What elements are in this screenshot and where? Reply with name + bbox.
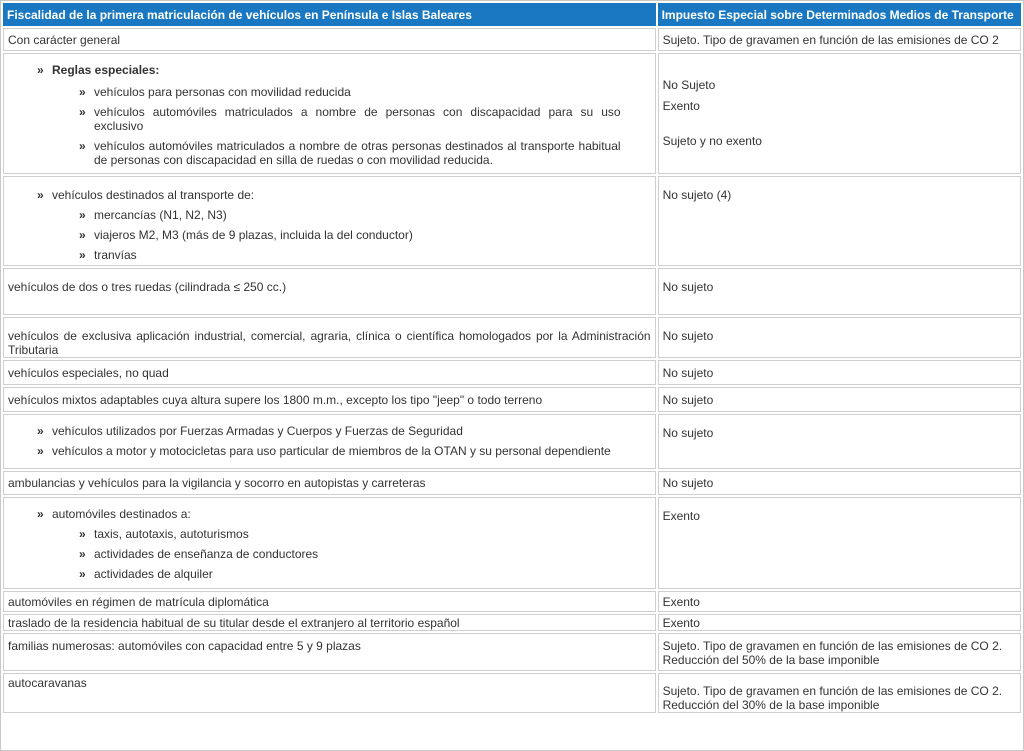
table-row <box>3 673 1021 713</box>
table-row <box>3 176 1021 266</box>
value-no-sujeto: No Sujeto <box>662 78 716 92</box>
list-item-text: vehículos automóviles matriculados a nombre de personas con discapacidad para su uso exclusivo <box>94 105 621 133</box>
row-label: vehículos especiales, no quad <box>3 360 656 385</box>
row-value <box>658 53 1021 174</box>
bullet-icon: » <box>79 105 86 119</box>
list-item <box>8 424 651 438</box>
row-value: Sujeto. Tipo de gravamen en función de las emisiones de CO 2 <box>658 28 1021 51</box>
list-item <box>8 139 651 167</box>
row-label: automóviles en régimen de matrícula diplomática <box>3 591 656 612</box>
row-value <box>658 268 1021 315</box>
list-item <box>8 105 651 133</box>
row-value: No sujeto <box>658 387 1021 412</box>
list-item-text: vehículos utilizados por Fuerzas Armadas y Cuerpos y Fuerzas de Seguridad <box>52 424 463 438</box>
table-row <box>3 317 1021 358</box>
list-item <box>8 188 651 202</box>
bullet-icon: » <box>79 208 86 222</box>
table-row <box>3 614 1021 631</box>
header-row <box>3 3 1021 26</box>
row-label <box>3 633 656 671</box>
header-col1: Fiscalidad de la primera matriculación de vehículos en Península e Islas Baleares <box>3 3 656 26</box>
row-value <box>658 176 1021 266</box>
list-item-text: vehículos para personas con movilidad reducida <box>94 85 351 99</box>
list-item-text: actividades de enseñanza de conductores <box>94 547 319 561</box>
list-item <box>8 63 651 77</box>
row-label <box>3 53 656 174</box>
tax-table <box>1 1 1023 715</box>
bullet-icon: » <box>37 444 44 458</box>
table-row <box>3 268 1021 315</box>
row-label: Con carácter general <box>3 28 656 51</box>
value-exento: Exento <box>662 99 700 113</box>
row-value <box>658 673 1021 713</box>
list-item <box>8 567 651 581</box>
row-value: No sujeto <box>658 360 1021 385</box>
row-value: Exento <box>658 591 1021 612</box>
row-label: vehículos mixtos adaptables cuya altura supere los 1800 m.m., excepto los tipo "jeep" o todo terreno <box>3 387 656 412</box>
row-label <box>3 673 656 713</box>
table-row <box>3 497 1021 589</box>
row-label: ambulancias y vehículos para la vigilancia y socorro en autopistas y carreteras <box>3 471 656 495</box>
row-label <box>3 497 656 589</box>
row-label <box>3 317 656 358</box>
row-label <box>3 414 656 469</box>
list-item-text: automóviles destinados a: <box>52 507 191 521</box>
table-row <box>3 471 1021 495</box>
list-item <box>8 248 651 262</box>
bullet-icon: » <box>79 547 86 561</box>
row-value-text: Exento <box>662 509 700 523</box>
row-value-text: Reducción del 30% de la base imponible <box>662 698 880 712</box>
list-item-text: actividades de alquiler <box>94 567 213 581</box>
list-item <box>8 85 651 99</box>
bullet-icon: » <box>79 527 86 541</box>
row-value-text: No sujeto <box>662 280 714 294</box>
row-value: No sujeto <box>658 471 1021 495</box>
list-item-text: mercancías (N1, N2, N3) <box>94 208 227 222</box>
table-row <box>3 53 1021 174</box>
value-sujeto-no-exento: Sujeto y no exento <box>662 134 762 148</box>
row-value <box>658 317 1021 358</box>
bullet-icon: » <box>37 63 44 77</box>
row-value-text: No sujeto (4) <box>662 188 732 202</box>
list-item <box>8 208 651 222</box>
bullet-icon: » <box>79 85 86 99</box>
list-item-text: taxis, autotaxis, autoturismos <box>94 527 249 541</box>
list-item-text: tranvías <box>94 248 137 262</box>
header-col2: Impuesto Especial sobre Determinados Medios de Transporte <box>658 3 1021 26</box>
row-label <box>3 268 656 315</box>
list-item-text: vehículos destinados al transporte de: <box>52 188 255 202</box>
bullet-icon: » <box>79 567 86 581</box>
row-value <box>658 633 1021 671</box>
row-value-text: Sujeto. Tipo de gravamen en función de las emisiones de CO 2. <box>662 639 1003 653</box>
table-row <box>3 633 1021 671</box>
row-value-text: Sujeto. Tipo de gravamen en función de las emisiones de CO 2. <box>662 684 1003 698</box>
list-item <box>8 507 651 521</box>
list-item <box>8 547 651 561</box>
row-value-text: No sujeto <box>662 329 714 343</box>
bullet-icon: » <box>79 139 86 153</box>
row-value-text: Reducción del 50% de la base imponible <box>662 653 880 667</box>
table-row <box>3 360 1021 385</box>
row-label <box>3 176 656 266</box>
list-item-text: Reglas especiales: <box>52 63 160 77</box>
bullet-icon: » <box>79 248 86 262</box>
list-item <box>8 527 651 541</box>
list-item-text: vehículos automóviles matriculados a nombre de otras personas destinados al transporte habitual de personas con discapacidad en silla de ruedas o con movilidad reducida. <box>94 139 621 167</box>
bullet-icon: » <box>37 188 44 202</box>
bullet-icon: » <box>37 507 44 521</box>
list-item <box>8 444 651 458</box>
row-value <box>658 414 1021 469</box>
list-item <box>8 228 651 242</box>
list-item-text: vehículos a motor y motocicletas para uso particular de miembros de la OTAN y su personal dependiente <box>52 444 611 458</box>
row-label-text: familias numerosas: automóviles con capacidad entre 5 y 9 plazas <box>8 639 361 653</box>
table-row <box>3 28 1021 51</box>
list-item-text: viajeros M2, M3 (más de 9 plazas, incluida la del conductor) <box>94 228 413 242</box>
row-label-text: vehículos de dos o tres ruedas (cilindrada ≤ 250 cc.) <box>8 280 287 294</box>
row-value <box>658 497 1021 589</box>
row-label-text: vehículos de exclusiva aplicación industrial, comercial, agraria, clínica o científica homologados por la Administración Tributaria <box>8 329 651 357</box>
row-value-text: No sujeto <box>662 426 714 440</box>
table-row <box>3 414 1021 469</box>
row-label-text: autocaravanas <box>8 676 87 690</box>
bullet-icon: » <box>79 228 86 242</box>
table-row <box>3 387 1021 412</box>
table-row <box>3 591 1021 612</box>
row-label: traslado de la residencia habitual de su titular desde el extranjero al territorio español <box>3 614 656 631</box>
bullet-icon: » <box>37 424 44 438</box>
row-value: Exento <box>658 614 1021 631</box>
